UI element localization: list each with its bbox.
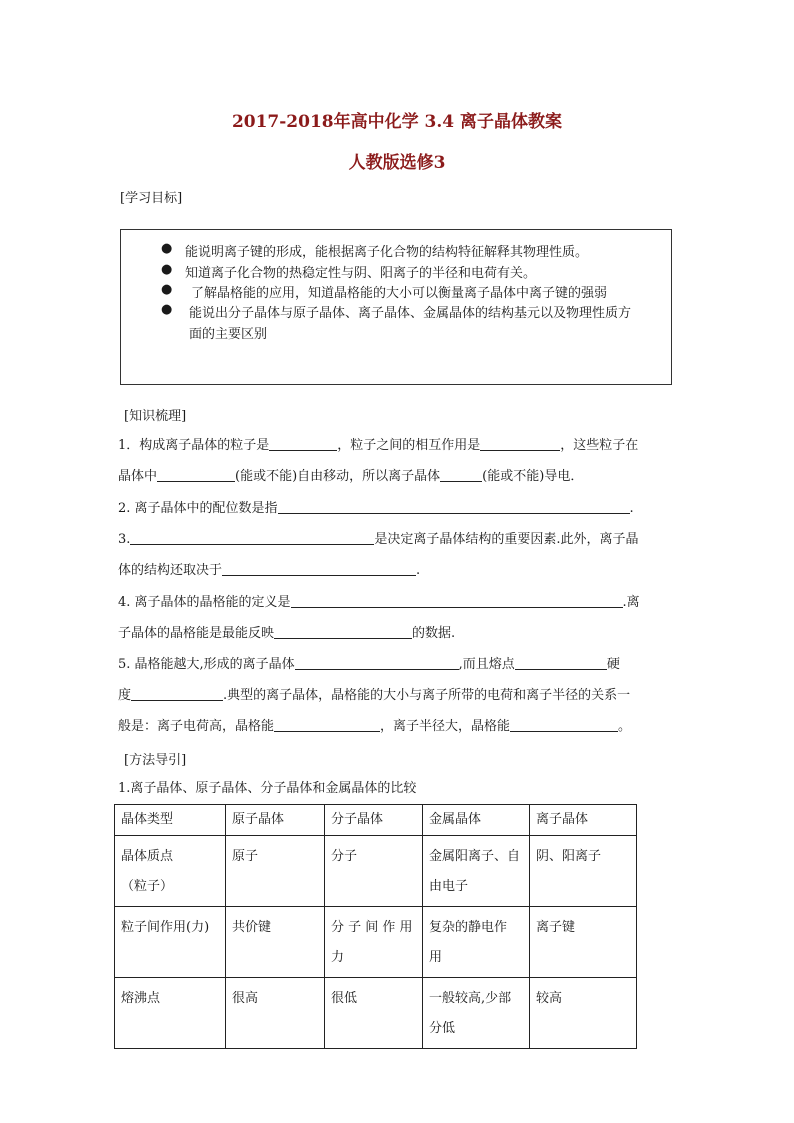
question-5-line-1: 5. 晶格能越大,形成的离子晶体 ,而且熔点 硬 [118,657,620,672]
answer-blank[interactable] [278,499,630,514]
answer-blank[interactable] [222,561,416,576]
question-5-line-2: 度 .典型的离子晶体，晶格能的大小与离子所带的电荷和离子半径的关系一 [118,688,631,703]
knowledge-heading: [知识梳理] [124,409,187,424]
question-2: 2. 离子晶体中的配位数是指 . [118,501,634,516]
answer-blank[interactable] [130,530,374,545]
answer-blank[interactable] [510,717,618,732]
question-1-line-1: 1．构成离子晶体的粒子是 ，粒子之间的相互作用是 ，这些粒子在 [118,438,639,453]
answer-blank[interactable] [274,624,412,639]
answer-blank[interactable] [480,436,560,451]
bullet-icon: ● [161,302,173,317]
bullet-icon: ● [161,241,173,256]
table-header-row: 晶体类型 原子晶体 分子晶体 金属晶体 离子晶体 [115,805,637,836]
question-3-line-2: 体的结构还取决于 . [118,563,421,578]
question-4-line-2: 子晶体的晶格能是最能反映 的数据. [118,626,456,641]
question-1-line-2: 晶体中 (能或不能)自由移动，所以离子晶体 (能或不能)导电． [118,469,584,484]
table-row: 熔沸点 很高 很低 一般较高,少部 分低 较高 [115,978,637,1049]
crystal-comparison-table [114,804,637,1049]
answer-blank[interactable] [440,467,482,482]
objectives-heading: [学习目标] [120,191,183,206]
document-title: 2017-2018年高中化学 3.4 离子晶体教案 [231,112,563,132]
question-3-line-1: 3. 是决定离子晶体结构的重要因素.此外，离子晶 [118,532,639,547]
bullet-icon: ● [161,262,173,277]
table-title: 1.离子晶体、原子晶体、分子晶体和金属晶体的比较 [118,781,417,796]
question-4-line-1: 4. 离子晶体的晶格能的定义是 .离 [118,595,640,610]
answer-blank[interactable] [295,655,459,670]
question-5-line-3: 般是：离子电荷高，晶格能 ，离子半径大，晶格能 。 [118,719,632,734]
objectives-box: ● 能说明离子键的形成，能根据离子化合物的结构特征解释其物理性质。 ● 知道离子化合物的热稳定性与阴、阳离子的半径和电荷有关。 ● 了解晶格能的应用，知道晶格能的大小可以衡量离子晶体中离子键的强弱 ● 能说出分子晶体与原子晶体、离子晶体、金属晶体的结构基元以及物理性质方 面的主要区别 [120,229,672,385]
table-row: 晶体质点 （粒子） 原子 分子 金属阳离子、自 由电子 阴、阳离子 [115,836,637,907]
answer-blank[interactable] [269,436,337,451]
document-subtitle: 人教版选修3 [348,153,446,173]
answer-blank[interactable] [291,593,623,608]
answer-blank[interactable] [515,655,607,670]
table-row: 粒子间作用(力) 共价键 分 子 间 作 用 力 复杂的静电作 用 离子键 [115,907,637,978]
answer-blank[interactable] [157,467,235,482]
answer-blank[interactable] [274,717,380,732]
answer-blank[interactable] [131,686,223,701]
bullet-icon: ● [161,282,173,297]
method-heading: [方法导引] [124,753,187,768]
